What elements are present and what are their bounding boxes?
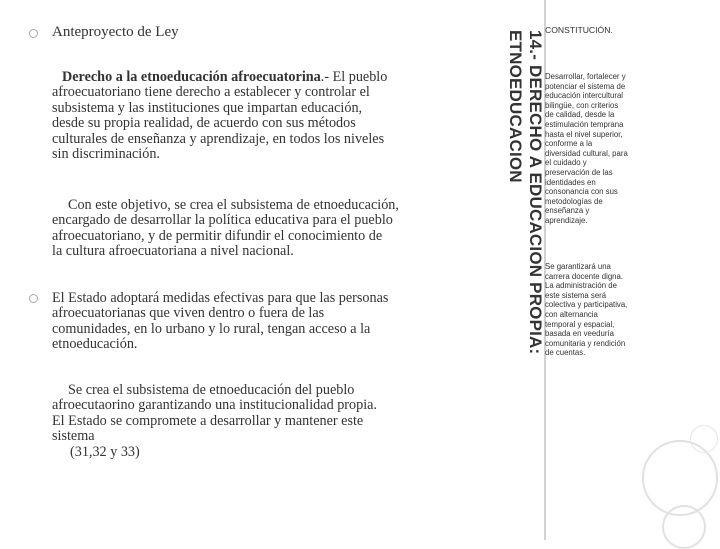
- paragraph-2-line-4: la cultura afroecuatoriana a nivel nacional.: [52, 243, 294, 260]
- paragraph-4-line-1: Se crea el subsistema de etnoeducación del pueblo: [68, 382, 355, 398]
- paragraph-4-line-4: sistema: [52, 428, 95, 445]
- paragraph-4-line-3: El Estado se compromete a desarrollar y mantener este: [52, 412, 364, 429]
- paragraph-3-line-3: comunidades, en lo urbano y lo rural, tengan acceso a la: [52, 320, 371, 337]
- paragraph-2: [52, 198, 399, 260]
- right-block-1-line: consonancia con sus: [545, 187, 618, 197]
- vertical-title: [500, 30, 545, 390]
- paragraph-1-line-6: sin discriminación.: [52, 146, 160, 163]
- right-block-2: [545, 262, 657, 358]
- right-header: CONSTITUCIÓN.: [545, 25, 613, 35]
- bullet-2-icon: [29, 294, 38, 303]
- right-block-1-line: identidades en: [545, 177, 596, 187]
- paragraph-1-bold: Derecho a la etnoeducación afroecuatorina: [62, 69, 321, 85]
- paragraph-1: [52, 70, 387, 162]
- right-block-1-line: enseñanza y: [545, 206, 590, 216]
- paragraph-3-line-1: El Estado adoptará medidas efectivas para que las personas: [52, 290, 389, 306]
- paragraph-2-line-2: encargado de desarrollar la política educativa para el pueblo: [52, 212, 393, 229]
- paragraph-2-line-3: afroecuatoriano, y de permitir difundir el conocimiento de: [52, 227, 383, 244]
- vertical-title-line-2: ETNOEDUCACION: [506, 30, 525, 183]
- right-block-2-line: comunitaria y rendición: [545, 338, 626, 348]
- paragraph-3: [52, 291, 388, 353]
- paragraph-3-line-4: etnoeducación.: [52, 336, 138, 353]
- paragraph-4-line-2: afroecutaorino garantizando una institucionalidad propia.: [52, 397, 378, 414]
- right-block-2-line: carrera docente digna.: [545, 271, 624, 281]
- right-block-1-line: preservación de las: [545, 167, 613, 177]
- right-block-1-line: aprendizaje.: [545, 215, 588, 225]
- paragraph-1-line-5: culturales de enseñanza y aprendizaje, en todos los niveles: [52, 130, 385, 147]
- right-block-1-line: hasta el nivel superior,: [545, 129, 623, 139]
- bullet-1-icon: [29, 29, 38, 38]
- decorative-circle-small: [662, 505, 706, 549]
- right-block-2-line: basada en veeduría: [545, 329, 614, 339]
- paragraph-1-line-4: desde su propia realidad, de acuerdo con sus métodos: [52, 115, 356, 132]
- right-block-1-line: conforme a la: [545, 139, 593, 149]
- decorative-circle-tiny: [690, 425, 718, 453]
- right-block-1-line: metodologías de: [545, 196, 603, 206]
- right-block-1-line: Desarrollar, fortalecer y: [545, 72, 626, 81]
- right-block-2-line: este sistema será: [545, 290, 607, 300]
- paragraph-3-line-2: afroecuatorianas que viven dentro o fuera de las: [52, 305, 325, 322]
- right-block-1-line: estimulación temprana: [545, 119, 624, 129]
- right-block-2-line: temporal y espacial,: [545, 319, 615, 329]
- paragraph-1-line-2: afroecuatoriano tiene derecho a establecer y controlar el: [52, 84, 370, 101]
- paragraph-2-line-1: Con este objetivo, se crea el subsistema de etnoeducación,: [68, 197, 399, 213]
- right-block-2-line: con alternancia: [545, 309, 598, 319]
- vertical-title-line-1: 14.- DERECHO A EDUCACION PROPIA:: [526, 30, 545, 355]
- paragraph-4: [52, 383, 377, 460]
- paragraph-4-line-5: (31,32 y 33): [70, 443, 140, 460]
- right-block-1: [545, 72, 657, 226]
- right-block-2-line: La administración de: [545, 281, 617, 291]
- right-block-2-line: Se garantizará una: [545, 262, 611, 271]
- right-block-2-line: colectiva y participativa,: [545, 300, 628, 310]
- right-block-1-line: de calidad, desde la: [545, 110, 615, 120]
- right-block-1-line: educación intercultural: [545, 91, 624, 101]
- right-block-1-line: potenciar el sistema de: [545, 81, 626, 91]
- paragraph-1-line-3: subsistema y las instituciones que impartan educación,: [52, 99, 363, 116]
- right-block-1-line: diversidad cultural, para: [545, 148, 628, 158]
- paragraph-1-line-1: .- El pueblo: [320, 69, 388, 85]
- heading: Anteproyecto de Ley: [52, 24, 179, 40]
- right-block-1-line: bilingüe, con criterios: [545, 100, 619, 110]
- right-block-1-line: el cuidado y: [545, 158, 587, 168]
- right-block-2-line: de cuentas.: [545, 348, 586, 358]
